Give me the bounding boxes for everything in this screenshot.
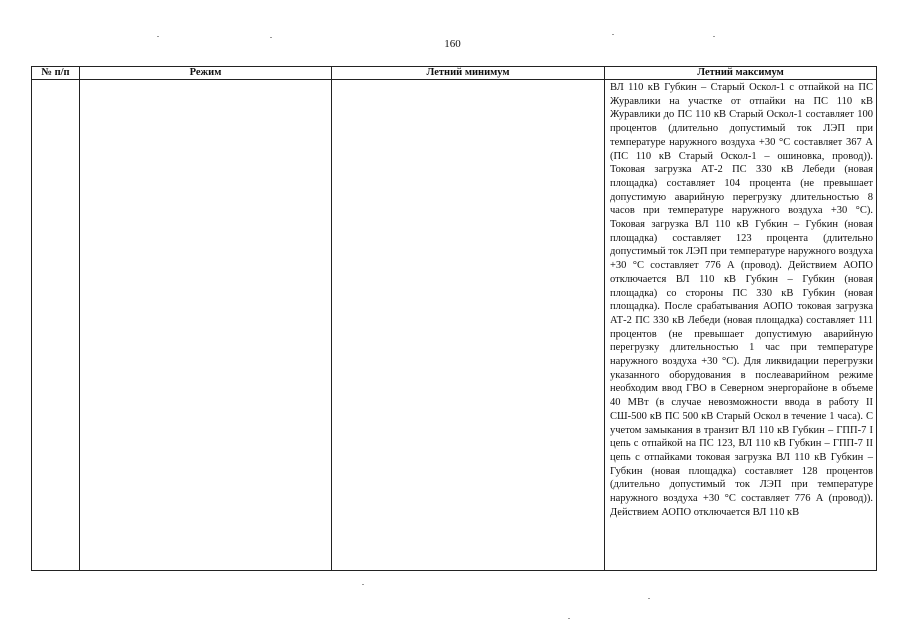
page-number: 160 [444,38,461,50]
regime-table [31,66,877,571]
summer-max-text: ВЛ 110 кВ Губкин – Старый Оскол-1 с отпайкой на ПС Журавлики на участке от отпайки на ПС 110 кВ Журавлики до ПС 110 кВ Старый Оскол-1 составляет 100 процентов (длительно допустимый ток ЛЭП при температуре наружного воздуха +30 °С составляет 367 А (ПС 110 кВ Старый Оскол-1 – ошиновка, провод)). Токовая загрузка АТ-2 ПС 330 кВ Лебеди (новая площадка) составляет 104 процента (не превышает допустимую аварийную перегрузку длительностью 8 часов при температуре наружного воздуха +30 °С). Токовая загрузка ВЛ 110 кВ Губкин – Губкин (новая площадка) составляет 123 процента (длительно допустимый ток ЛЭП при температуре наружного воздуха +30 °С составляет 776 А (провод). Действием АОПО отключается ВЛ 110 кВ Губкин – Губкин (новая площадка) со стороны ПС 330 кВ Губкин (новая площадка). После срабатывания АОПО токовая загрузка АТ-2 ПС 330 кВ Лебеди (новая площадка) составляет 111 процентов (не превышает допустимую аварийную перегрузку длительностью 1 час при температуре наружного воздуха +30 °С). Для ликвидации перегрузки указанного оборудования в послеаварийном режиме необходим ввод ГВО в Северном энергорайоне в объеме 40 МВт (в случае невозможности ввода в работу II СШ-500 кВ ПС 500 кВ Старый Оскол в течение 1 часа). С учетом замыкания в транзит ВЛ 110 кВ Губкин – ГПП-7 I цепь с отпайкой на ПС 123, ВЛ 110 кВ Губкин – ГПП-7 II цепь с отпайками токовая загрузка ВЛ 110 кВ Губкин – Губкин (новая площадка) составляет 128 процентов (длительно допустимый ток ЛЭП при температуре наружного воздуха +30 °С составляет 776 А (провод)). Действием АОПО отключается ВЛ 110 кВ [610,82,873,518]
cell-no [32,80,80,571]
table-header-row [32,67,877,80]
scan-speck [157,36,159,37]
scan-speck [362,584,364,585]
scan-speck [648,598,650,599]
header-no: № п/п [32,67,80,80]
scan-speck [568,618,570,619]
cell-summer-max [605,80,877,571]
cell-mode [80,80,332,571]
table-row [32,80,877,571]
scan-speck [270,37,272,38]
header-mode: Режим [80,67,332,80]
cell-summer-min [332,80,605,571]
header-summer-max: Летний максимум [605,67,877,80]
scan-speck [713,36,715,37]
scan-speck [612,34,614,35]
header-summer-min: Летний минимум [332,67,605,80]
